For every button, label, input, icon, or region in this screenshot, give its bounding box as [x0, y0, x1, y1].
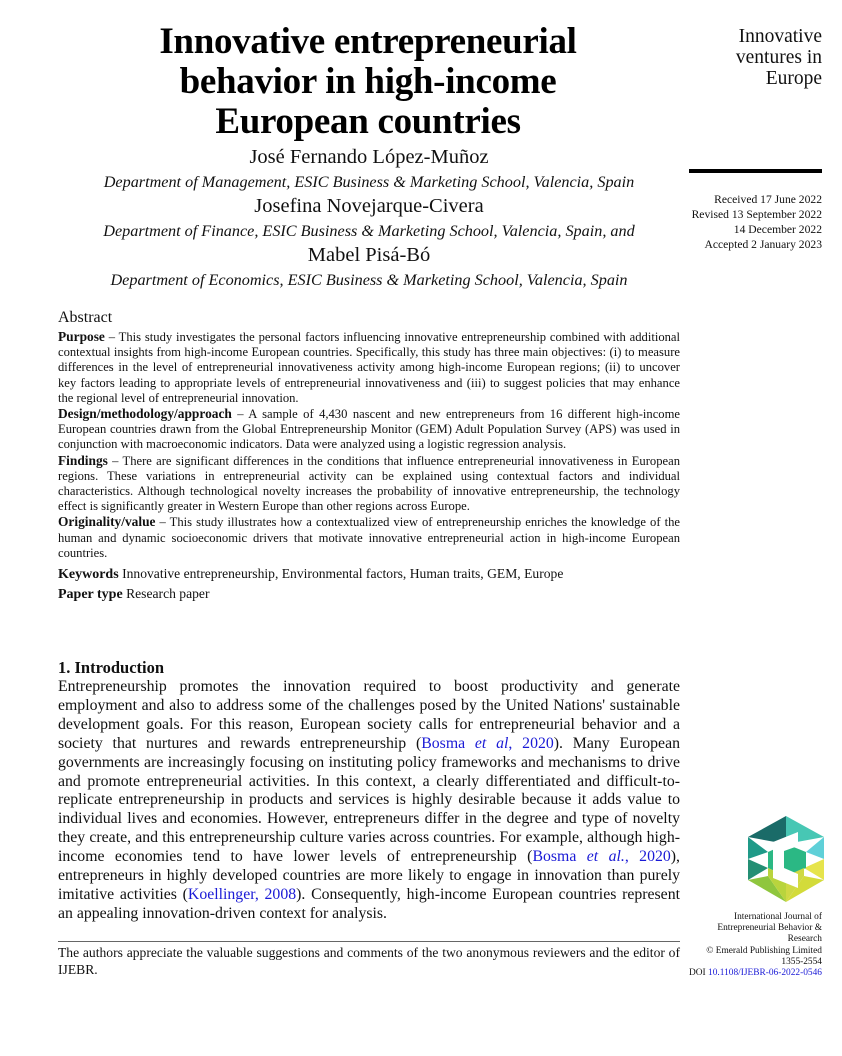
abstract-text: – This study investigates the personal factors influencing innovative entrepreneurship combined with additional contextual insights from high-income European countries. Specifically, this study has three main objectives: (i) to measure differences in the level of entrepreneurial innovativeness activity among high-income European regions; (ii) to uncover key factors leading to appropriate levels of entrepreneurial innovativeness and (iii) to suggest policies that may enhance the regional level of entrepreneurial innovation.	[58, 330, 680, 405]
journal-name-line: Entrepreneurial Behavior &	[717, 923, 822, 934]
citation-author: Bosma	[532, 848, 587, 866]
doi-link[interactable]: 10.1108/IJEBR-06-2022-0546	[708, 968, 822, 979]
author-affiliation: Department of Finance, ESIC Business & Marketing School, Valencia, Spain, and	[103, 222, 635, 240]
title-line: European countries	[215, 101, 521, 142]
citation-author: Bosma	[421, 734, 475, 752]
introduction-paragraph	[58, 678, 680, 924]
footnote-divider	[58, 941, 680, 942]
revised-date-2: 14 December 2022	[733, 223, 822, 236]
journal-name-line: International Journal of	[734, 912, 822, 922]
abstract-findings	[58, 453, 680, 515]
author-name: Mabel Pisá-Bó	[307, 244, 431, 266]
citation-link[interactable]	[421, 735, 554, 752]
keywords-text: Innovative entrepreneurship, Environmental factors, Human traits, GEM, Europe	[118, 566, 564, 582]
citation-author: Koellinger, 2008	[187, 885, 297, 903]
received-date: Received 17 June 2022	[714, 193, 822, 206]
introduction-section	[58, 658, 680, 924]
title-line: Innovative entrepreneurial	[159, 21, 577, 62]
section-heading: 1. Introduction	[58, 658, 165, 677]
revised-date: Revised 13 September 2022	[691, 208, 822, 221]
abstract-label: Design/methodology/approach	[58, 406, 232, 422]
keywords	[58, 564, 680, 584]
abstract-text: – A sample of 4,430 nascent and new entrepreneurs from 16 different high-income European countries drawn from the Global Entrepreneurship Monitor (GEM) Adult Population Survey (APS) was used in conjunction with macroeconomic indicators. Data were analyzed using a logistic regression analysis.	[58, 407, 680, 452]
abstract-text: – This study illustrates how a contextualized view of entrepreneurship enriches the knowledge of the human and dynamic socioeconomic drivers that motivate innovative entrepreneurial action in high-income European countries.	[58, 515, 680, 560]
citation-etal: et al	[474, 734, 509, 752]
citation-year: , 2020	[624, 848, 671, 866]
body-text: ). Consequently, high-income European countries represent an appealing innovation-driven context for analysis.	[58, 885, 680, 922]
citation-year: , 2020	[508, 734, 554, 752]
accepted-date: Accepted 2 January 2023	[704, 238, 822, 251]
abstract-heading: Abstract	[58, 309, 113, 326]
running-head-line: Europe	[765, 68, 822, 89]
issn-line: 1355-2554	[781, 956, 822, 967]
abstract-purpose	[58, 329, 680, 406]
journal-name-line: Research	[787, 934, 822, 945]
paper-type-text: Research paper	[122, 586, 210, 602]
publication-dates	[662, 192, 822, 252]
author-block	[58, 145, 680, 292]
running-head	[662, 26, 822, 89]
sidebar-divider	[689, 169, 822, 173]
abstract-text: – There are significant differences in the conditions that influence entrepreneurial innovativeness in European regions. These variations in entrepreneurial activity can be explained using contextual factors and individual characteristics. Although technological novelty increases the probability of innovative entrepreneurship, the technology effect is significantly greater in Western Europe than other regions across Europe.	[58, 453, 680, 514]
author-name: José Fernando López-Muñoz	[249, 146, 489, 168]
emerald-logo-icon	[748, 816, 824, 902]
copyright-line: © Emerald Publishing Limited	[706, 945, 822, 956]
citation-link[interactable]	[188, 886, 296, 903]
doi-label: DOI	[689, 968, 706, 979]
abstract-label: Originality/value	[58, 514, 156, 530]
title-line: behavior in high-income	[179, 61, 557, 102]
abstract-section	[58, 308, 680, 604]
abstract-design	[58, 406, 680, 453]
paper-type	[58, 584, 680, 604]
journal-info	[682, 912, 822, 979]
article-title	[100, 22, 636, 142]
citation-etal: et al.	[586, 848, 625, 866]
paper-type-label: Paper type	[58, 587, 123, 603]
running-head-line: ventures in	[735, 47, 822, 68]
body-text: Entrepreneurship promotes the innovation required to boost productivity and generate employment and also to address some of the challenges posed by the United Nations' sustainable development goals. For this reason, European society calls for entrepreneurial behavior and a society that nurtures and rewards entrepreneurship (	[58, 678, 680, 752]
author-affiliation: Department of Management, ESIC Business & Marketing School, Valencia, Spain	[103, 173, 635, 191]
author-affiliation: Department of Economics, ESIC Business & Marketing School, Valencia, Spain	[110, 271, 628, 289]
author-name: Josefina Novejarque-Civera	[254, 195, 484, 217]
body-text: ). Many European governments are increasingly focusing on instituting policy frameworks and mechanisms to drive and promote entrepreneurial activities. In this context, a clearly differentiated and difficult-to-replicate entrepreneurship in products and services is highly desirable because it adds value to individual lives and economies. However, entrepreneurs differ in the degree and type of novelty they create, and this entrepreneurship culture varies across countries. For example, although high-income economies tend to have lower levels of entrepreneurship (	[58, 734, 680, 866]
abstract-originality	[58, 514, 680, 561]
abstract-label: Purpose	[58, 329, 105, 344]
doi-line	[682, 968, 822, 979]
body-text: ), entrepreneurs in highly developed countries are more likely to engage in innovation than purely imitative activities (	[58, 848, 680, 903]
keywords-label: Keywords	[58, 567, 119, 583]
citation-link[interactable]	[532, 848, 670, 865]
acknowledgement-footnote: The authors appreciate the valuable suggestions and comments of the two anonymous reviewers and the editor of IJEBR.	[58, 945, 680, 977]
abstract-label: Findings	[58, 452, 108, 468]
running-head-line: Innovative	[738, 26, 822, 47]
